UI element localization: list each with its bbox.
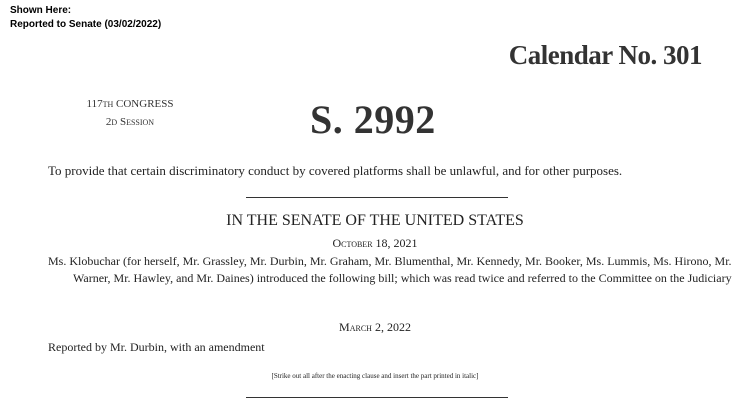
divider-rule	[246, 197, 508, 198]
shown-here-header	[10, 4, 161, 32]
introduction-date: October 18, 2021	[332, 236, 418, 250]
congress-label: 117th CONGRESS	[86, 98, 174, 110]
session-label: 2d Session	[105, 116, 155, 128]
report-date: March 2, 2022	[339, 320, 411, 334]
chamber-heading: IN THE SENATE OF THE UNITED STATES	[226, 212, 524, 229]
congress-session-block	[60, 95, 200, 131]
bill-purpose: To provide that certain discriminatory conduct by covered platforms shall be unlawful, and for other purposes.	[48, 163, 623, 178]
divider-rule-bottom	[246, 397, 508, 398]
sponsors-paragraph: Ms. Klobuchar (for herself, Mr. Grassley, Mr. Durbin, Mr. Graham, Mr. Blumenthal, Mr. Kennedy, Mr. Booker, Ms. Lummis, Ms. Hirono, Mr. Warner, Mr. Hawley, and Mr. Daines) introduced the following bill; which was read twice and referred to the Committee on the Judiciary	[48, 254, 732, 285]
shown-here-label: Shown Here:	[10, 5, 72, 16]
reported-status: Reported to Senate (03/02/2022)	[10, 19, 162, 30]
reported-by: Reported by Mr. Durbin, with an amendment	[48, 340, 265, 354]
calendar-number: Calendar No. 301	[508, 40, 702, 70]
bill-number: S. 2992	[310, 97, 436, 142]
strike-note: [Strike out all after the enacting clause and insert the part printed in italic]	[271, 372, 479, 380]
